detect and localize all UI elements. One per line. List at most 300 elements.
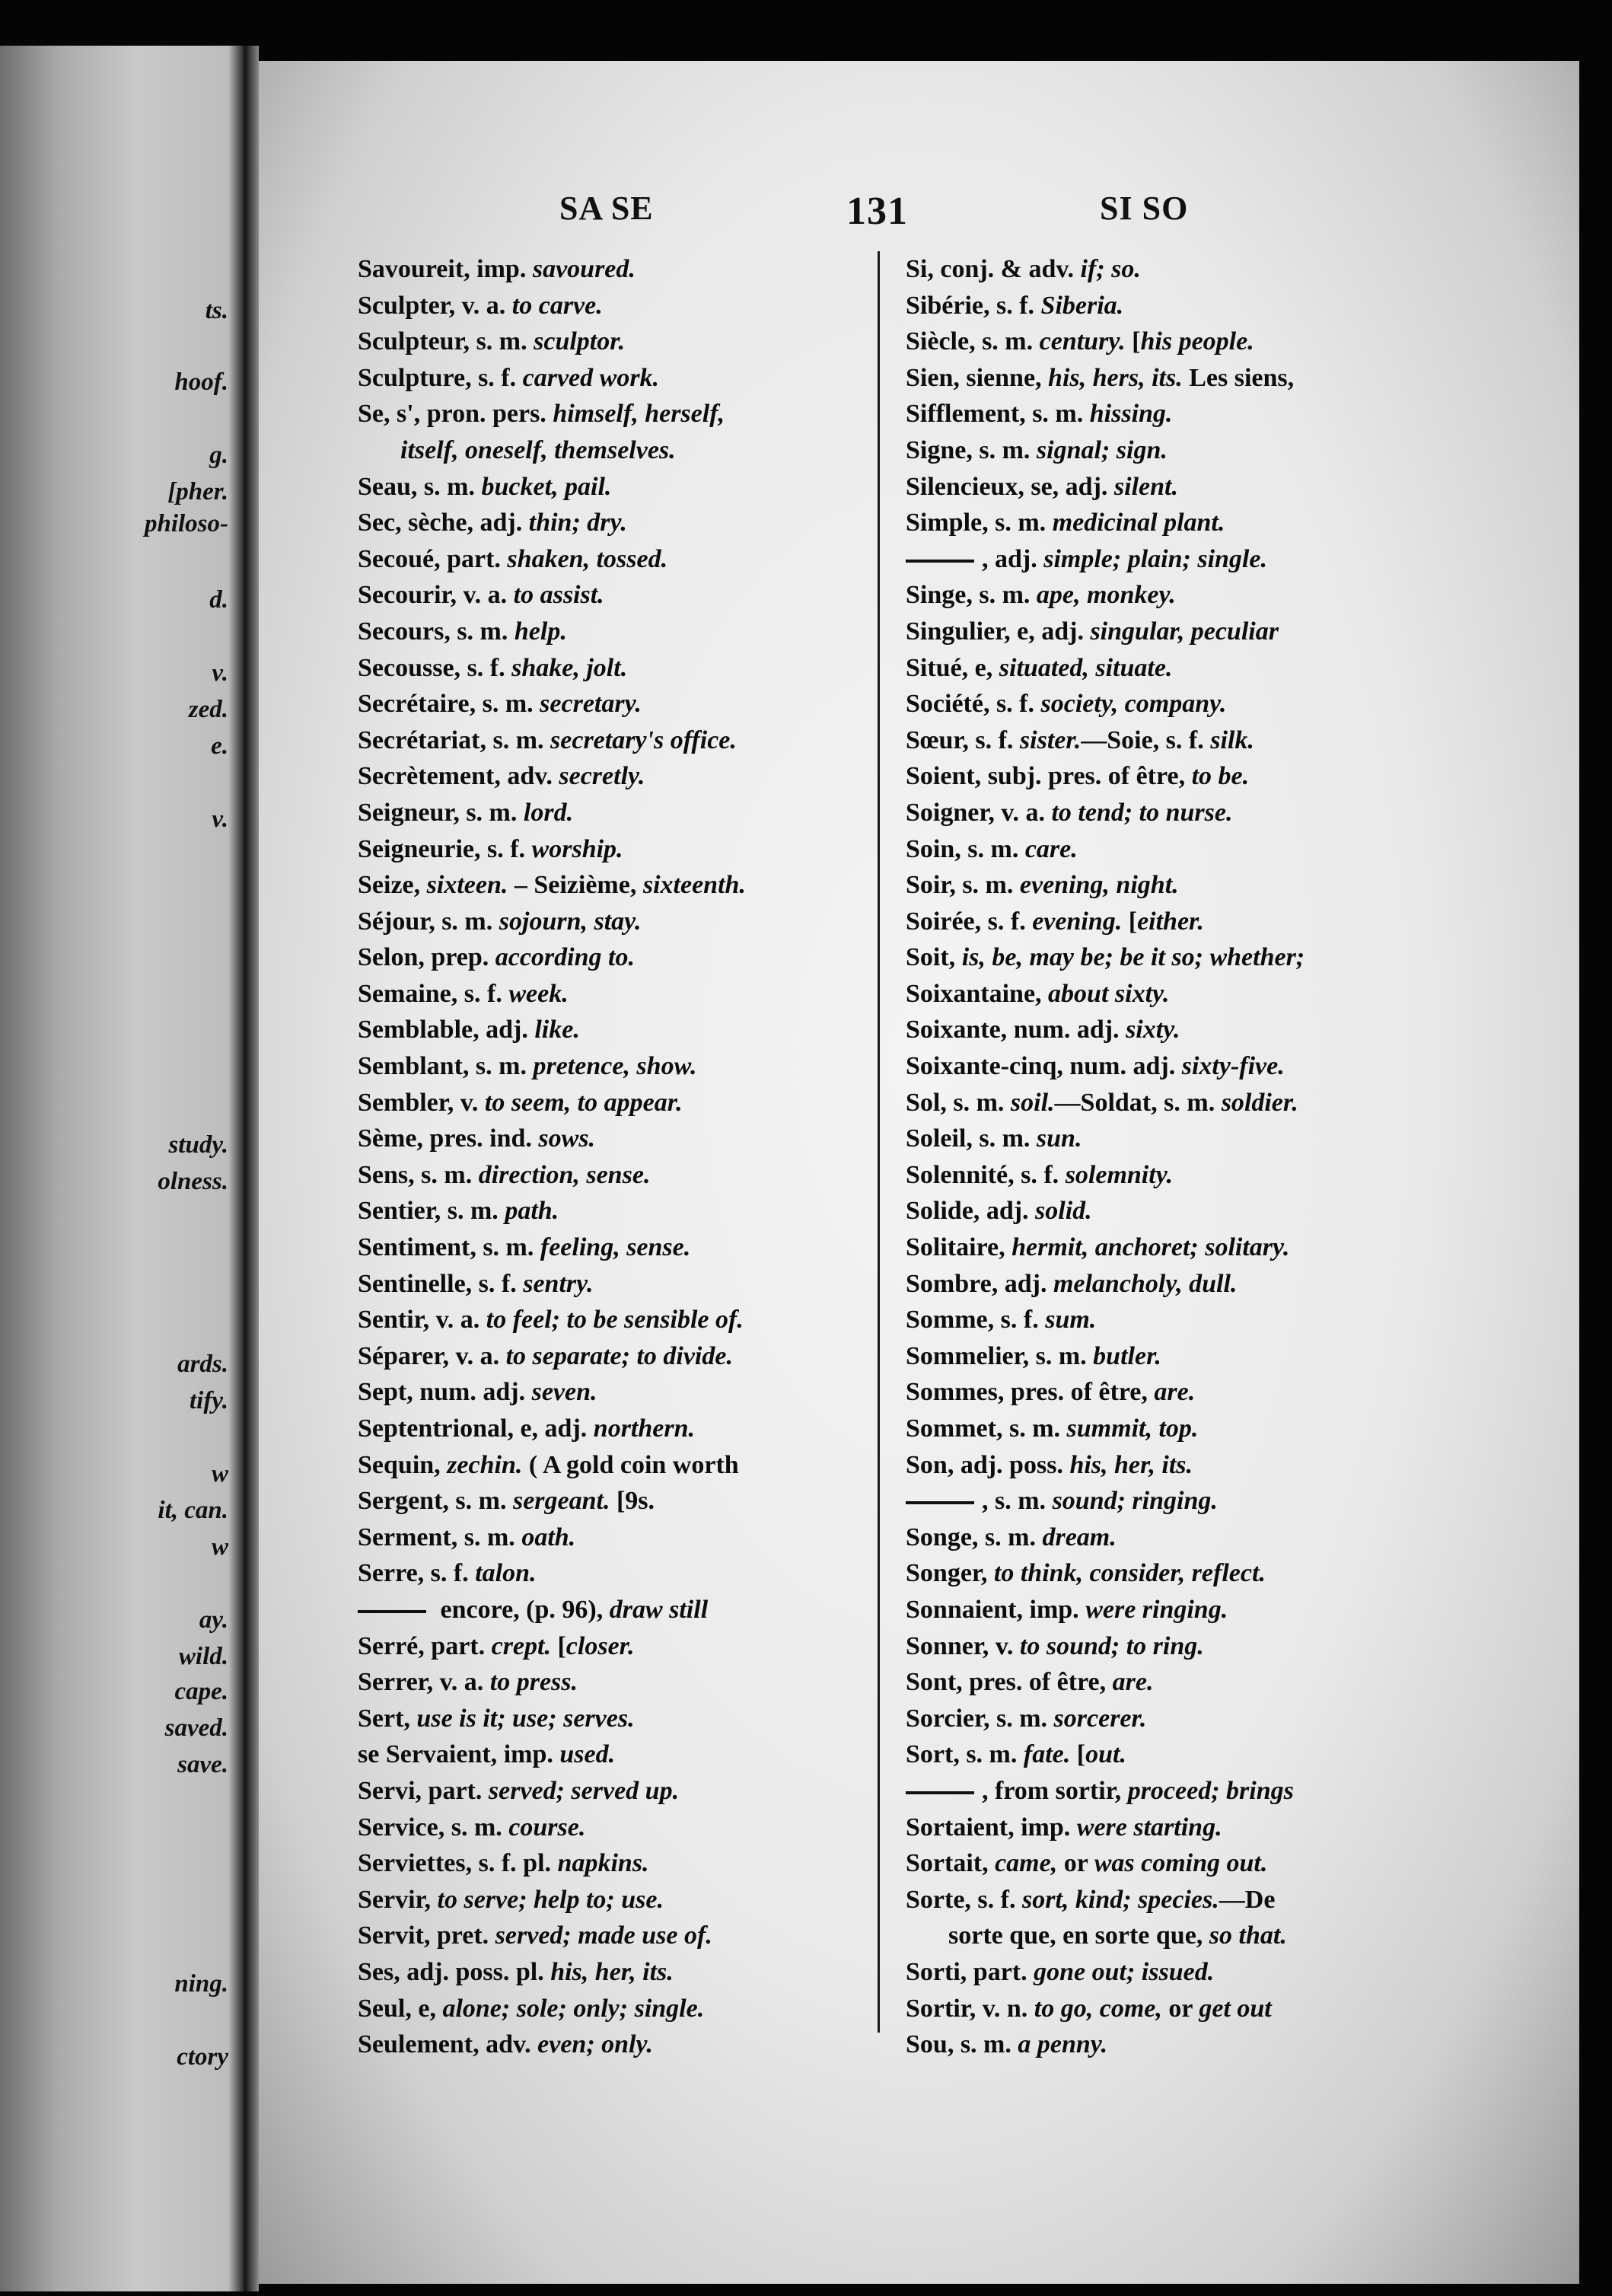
headword: Soixantaine, <box>906 979 1042 1008</box>
grammar-label: s. f. <box>460 653 512 682</box>
translation: hissing. <box>1089 400 1173 429</box>
dictionary-entry <box>358 1302 890 1338</box>
dictionary-entry <box>358 1411 890 1447</box>
headword: Semblant, <box>358 1052 470 1081</box>
grammar-label: , s. m. <box>982 1487 1053 1516</box>
grammar-label <box>1005 1233 1012 1261</box>
translation: gone out; issued. <box>1034 1957 1215 1986</box>
grammar-label: s. m. <box>444 1813 509 1842</box>
translation: to seem, to appear. <box>484 1088 683 1117</box>
dictionary-entry <box>358 1229 890 1266</box>
headword: Secourir, <box>358 581 457 610</box>
dictionary-entry <box>906 1302 1438 1338</box>
translation: situated, situate. <box>999 653 1173 682</box>
left-page-fragment: cape. <box>174 1679 228 1704</box>
dictionary-entry <box>358 541 890 578</box>
headword: Servi, <box>358 1776 422 1805</box>
grammar-label: —Soldat, s. m. <box>1054 1088 1222 1117</box>
grammar-label <box>992 654 999 682</box>
grammar-label: s. m. <box>459 798 524 827</box>
left-page-fragment: philoso- <box>144 512 228 537</box>
grammar-label: adj. <box>1034 617 1091 646</box>
left-page-fragment: hoof. <box>174 370 228 395</box>
translation: alone; sole; only; single. <box>442 1994 705 2023</box>
translation: lord. <box>523 798 574 827</box>
grammar-label: adj. <box>479 1016 535 1044</box>
translation: himself, herself, <box>553 400 725 429</box>
headword: Sommes, <box>906 1378 1005 1407</box>
translation: signal; sign. <box>1036 435 1168 464</box>
headword: Soixante-cinq, <box>906 1052 1063 1081</box>
left-page-fragment: ards. <box>177 1352 228 1377</box>
dictionary-entry <box>906 1483 1438 1520</box>
grammar-label <box>955 943 962 971</box>
headword: Solitaire, <box>906 1233 1005 1262</box>
headword: Signe, <box>906 435 973 464</box>
translation: a penny. <box>1018 2030 1108 2059</box>
translation: singular, peculiar <box>1090 617 1279 646</box>
dictionary-entry <box>906 976 1438 1012</box>
headword: Soirée, <box>906 907 982 936</box>
translation: were ringing. <box>1085 1595 1228 1624</box>
headword: Sommelier, <box>906 1341 1030 1370</box>
repeat-dash <box>906 1501 974 1504</box>
dictionary-entry <box>358 1954 890 1991</box>
translation: even; only. <box>537 2030 653 2059</box>
dictionary-entry <box>906 1338 1438 1375</box>
headword: Sculpture, <box>358 363 472 392</box>
headword: Sifflement, <box>906 400 1026 429</box>
headword: Soin, <box>906 834 961 863</box>
grammar-label: s. f. <box>1014 1160 1066 1189</box>
translation: get out <box>1199 1994 1272 2023</box>
grammar-label: – Seizième, <box>508 871 643 900</box>
headword: Sentiment, <box>358 1233 476 1262</box>
translation: evening. <box>1032 907 1123 936</box>
headword: Sont, <box>906 1668 963 1697</box>
dictionary-entry <box>906 1773 1438 1810</box>
headword: Sonnaient, <box>906 1595 1023 1624</box>
grammar-label <box>1042 364 1049 392</box>
headword: Seau, <box>358 472 418 501</box>
dictionary-entry <box>358 1773 890 1810</box>
headword: Séparer, <box>358 1341 449 1370</box>
translation: simple; plain; single. <box>1043 544 1267 573</box>
dictionary-entry <box>906 1845 1438 1882</box>
grammar-label: —Soie, s. f. <box>1081 725 1211 754</box>
headword: Sert, <box>358 1704 410 1733</box>
grammar-label <box>431 1886 438 1914</box>
headword: Sortir, <box>906 1994 976 2023</box>
headword: Solennité, <box>906 1160 1015 1189</box>
translation: solid. <box>1035 1197 1092 1226</box>
dictionary-entry <box>906 1012 1438 1048</box>
grammar-label: s. m. <box>457 1523 522 1551</box>
dictionary-entry <box>358 1628 890 1665</box>
grammar-label: v. a. <box>433 1668 490 1697</box>
headword: Silencieux, se, <box>906 472 1059 501</box>
translation: sixteenth. <box>642 871 746 900</box>
dictionary-entry <box>906 1085 1438 1121</box>
grammar-label: [ <box>1125 327 1141 356</box>
headword: Sol, <box>906 1088 947 1117</box>
dictionary-entry <box>358 831 890 868</box>
translation: solemnity. <box>1065 1160 1174 1189</box>
translation: crept. <box>491 1631 551 1660</box>
dictionary-entry <box>358 577 890 614</box>
translation: secretly. <box>559 762 645 791</box>
left-page-fragment: w <box>211 1462 228 1487</box>
headword: Songe, <box>906 1523 979 1551</box>
headword: Sortait, <box>906 1849 989 1878</box>
translation: are. <box>1112 1668 1154 1697</box>
dictionary-entry <box>906 1266 1438 1303</box>
translation: ape, monkey. <box>1036 581 1176 610</box>
grammar-label: , from sortir, <box>982 1776 1128 1805</box>
dictionary-entry <box>906 360 1438 397</box>
translation: to feel; to be sensible of. <box>486 1306 744 1335</box>
left-page-fragment: v. <box>212 661 228 686</box>
left-page-fragment: saved. <box>164 1716 228 1741</box>
dictionary-entry <box>906 1701 1438 1737</box>
headword: Service, <box>358 1813 445 1842</box>
translation: pretence, show. <box>533 1052 697 1081</box>
dictionary-entry <box>906 1954 1438 1991</box>
translation: fate. <box>1023 1740 1071 1769</box>
left-page-fragment: wild. <box>178 1644 228 1669</box>
left-page-fragment: w <box>211 1535 228 1560</box>
dictionary-entry <box>358 939 890 976</box>
dictionary-entry <box>358 1447 890 1484</box>
grammar-label: s. f. <box>989 690 1041 719</box>
translation: his, her, its. <box>550 1957 674 1986</box>
grammar-label: s. m. <box>470 327 534 356</box>
dictionary-entry <box>358 614 890 650</box>
grammar-label: imp. <box>1014 1813 1077 1842</box>
grammar-label: sorte que, en sorte que, <box>948 1921 1209 1950</box>
left-page-fragment: [pher. <box>167 480 228 505</box>
headword: Ses, <box>358 1957 400 1986</box>
translation: out. <box>1085 1740 1126 1769</box>
grammar-label: v. a. <box>457 581 514 610</box>
grammar-label: adj. <box>473 509 529 537</box>
dictionary-entry <box>906 396 1438 432</box>
translation: served; made use of. <box>495 1921 712 1950</box>
grammar-label: [ <box>1122 907 1138 936</box>
dictionary-entry <box>358 432 890 469</box>
grammar-label: —De <box>1219 1885 1276 1914</box>
headword: Sœur, <box>906 725 969 754</box>
headword: Son, <box>906 1450 954 1479</box>
translation: sound; ringing. <box>1052 1487 1218 1516</box>
grammar-label: imp. <box>470 255 533 283</box>
dictionary-entry <box>358 795 890 831</box>
dictionary-entry <box>906 722 1438 759</box>
grammar-label: s. m. <box>469 1052 534 1081</box>
translation: path. <box>505 1197 559 1226</box>
dictionary-entry <box>358 722 890 759</box>
translation: oath. <box>521 1523 576 1551</box>
translation: soldier. <box>1221 1088 1298 1117</box>
running-head-right: SI SO <box>1100 190 1189 227</box>
left-page-fragment: it, can. <box>158 1498 228 1523</box>
dictionary-entry <box>906 650 1438 687</box>
grammar-label: s. m. <box>486 725 551 754</box>
dictionary-entry <box>358 1085 890 1121</box>
dictionary-entry <box>906 758 1438 795</box>
left-page-fragment: zed. <box>188 697 228 722</box>
translation: sister. <box>1019 725 1082 754</box>
grammar-label <box>989 1849 996 1877</box>
dictionary-entry <box>358 360 890 397</box>
grammar-label: prep. <box>424 943 495 972</box>
grammar-label: subj. pres. of être, <box>981 762 1192 791</box>
dictionary-entry <box>358 1048 890 1085</box>
translation: like. <box>534 1016 580 1044</box>
dictionary-entry <box>906 251 1438 288</box>
grammar-label: s. m. <box>441 1197 505 1226</box>
grammar-label: s. f. <box>989 291 1041 320</box>
dictionary-entry <box>906 1592 1438 1628</box>
dictionary-entry <box>358 469 890 505</box>
headword: Sculpter, <box>358 291 456 320</box>
headword: Siècle, <box>906 327 976 356</box>
translation: were starting. <box>1076 1813 1222 1842</box>
dictionary-entry <box>358 1701 890 1737</box>
headword: Septentrional, e, <box>358 1414 539 1443</box>
dictionary-entry <box>906 1555 1438 1592</box>
right-column <box>906 251 1438 2063</box>
grammar-label: s. f. <box>471 363 523 392</box>
translation: bucket, pail. <box>481 472 612 501</box>
headword: Seigneurie, <box>358 834 481 863</box>
left-column <box>358 251 890 2063</box>
translation: zechin. <box>447 1450 523 1479</box>
translation: sorcerer. <box>1053 1704 1147 1733</box>
translation: sixty. <box>1126 1016 1180 1044</box>
headword: Serrer, <box>358 1668 434 1697</box>
grammar-label: part. <box>422 1776 489 1805</box>
dictionary-entry <box>358 686 890 722</box>
grammar-label: adv. <box>500 762 559 791</box>
dictionary-entry <box>358 2027 890 2063</box>
grammar-label: s. f. <box>994 1306 1046 1335</box>
dictionary-entry <box>906 1882 1438 1918</box>
dictionary-entry <box>906 1810 1438 1846</box>
grammar-label: adj. poss. pl. <box>400 1957 551 1986</box>
translation: care. <box>1024 834 1078 863</box>
translation: sixteen. <box>426 871 508 900</box>
dictionary-entry <box>906 1918 1438 1954</box>
headword: Sorcier, <box>906 1704 990 1733</box>
grammar-label: [9s. <box>610 1487 655 1516</box>
dictionary-entry <box>906 1374 1438 1411</box>
headword: Serment, <box>358 1523 458 1551</box>
repeat-dash <box>358 1610 426 1613</box>
translation: savoured. <box>532 255 636 283</box>
translation: sentry. <box>523 1269 594 1298</box>
headword: Sergent, <box>358 1487 449 1516</box>
grammar-label: s. f. <box>424 1559 476 1588</box>
headword: Sorte, <box>906 1885 971 1914</box>
translation: silk. <box>1210 725 1254 754</box>
headword: Serre, <box>358 1559 425 1588</box>
grammar-label <box>987 1559 994 1587</box>
grammar-label: s. f. <box>981 907 1033 936</box>
headword: Sortaient, <box>906 1813 1015 1842</box>
left-page-fragment: e. <box>211 734 228 759</box>
grammar-label: v. <box>454 1088 485 1117</box>
left-page-fragment: ay. <box>199 1608 228 1633</box>
dictionary-entry <box>906 469 1438 505</box>
translation: sojourn, stay. <box>499 907 642 936</box>
grammar-label: num. adj. <box>1062 1052 1182 1081</box>
headword: se Servaient, <box>358 1740 498 1769</box>
headword: Sequin, <box>358 1450 441 1479</box>
grammar-label: s. m. <box>1025 400 1090 429</box>
translation: secretary. <box>540 690 642 719</box>
page-number: 131 <box>846 190 908 233</box>
translation: butler. <box>1093 1341 1161 1370</box>
grammar-label <box>420 871 427 899</box>
headword: Seize, <box>358 871 421 900</box>
headword: Société, <box>906 690 990 719</box>
translation: evening, night. <box>1019 871 1179 900</box>
grammar-label: adj. poss. <box>954 1450 1070 1479</box>
grammar-label: , adj. <box>982 544 1044 573</box>
grammar-label: or <box>1057 1849 1094 1878</box>
headword: Singe, <box>906 581 973 610</box>
translation: sergeant. <box>512 1487 610 1516</box>
grammar-label: s. m. <box>975 327 1040 356</box>
grammar-label: s. m. <box>955 871 1020 900</box>
grammar-label: [ <box>550 1631 566 1660</box>
headword: Singulier, e, <box>906 617 1035 646</box>
left-page-fragment: olness. <box>158 1169 228 1194</box>
dictionary-entry <box>906 1411 1438 1447</box>
grammar-label: s. f. <box>480 834 532 863</box>
grammar-label: adj. <box>998 1269 1053 1298</box>
translation: to be. <box>1191 762 1250 791</box>
headword: Sept, <box>358 1378 413 1407</box>
grammar-label: s. m. <box>417 472 482 501</box>
left-page-fragment: ning. <box>174 1972 228 1997</box>
grammar-label: part. <box>424 1631 492 1660</box>
dictionary-entry <box>358 1374 890 1411</box>
left-page-fragment: ts. <box>205 298 228 324</box>
translation: draw still <box>609 1595 709 1624</box>
dictionary-entry <box>358 650 890 687</box>
translation: summit, top. <box>1066 1414 1199 1443</box>
translation: seven. <box>531 1378 597 1407</box>
headword: Seulement, <box>358 2030 479 2059</box>
dictionary-entry <box>358 1555 890 1592</box>
translation: to think, consider, reflect. <box>993 1559 1266 1588</box>
headword: Sou, <box>906 2030 954 2059</box>
dictionary-entry <box>358 1736 890 1773</box>
headword: Sembler, <box>358 1088 454 1117</box>
headword: Secrétaire, <box>358 690 476 719</box>
translation: to sound; to ring. <box>1019 1631 1204 1660</box>
grammar-label: s. f. pl. <box>472 1849 558 1878</box>
grammar-label: or <box>1161 1994 1199 2023</box>
grammar-label: pres. of être, <box>962 1668 1113 1697</box>
grammar-label: pron. pers. <box>420 400 553 429</box>
headword: Sombre, <box>906 1269 999 1298</box>
translation: hermit, anchoret; solitary. <box>1011 1233 1290 1262</box>
grammar-label: v. a. <box>455 291 512 320</box>
headword: Sème, <box>358 1124 423 1153</box>
dictionary-entry <box>906 1229 1438 1266</box>
left-page-fragment: study. <box>168 1133 228 1158</box>
dictionary-entry <box>358 396 890 432</box>
grammar-label: conj. & adv. <box>933 255 1081 283</box>
grammar-label: s. m. <box>972 581 1037 610</box>
translation: carved work. <box>522 363 660 392</box>
translation: proceed; brings <box>1127 1776 1294 1805</box>
dictionary-entry <box>358 505 890 541</box>
grammar-label: encore, (p. 96), <box>434 1595 610 1624</box>
dictionary-entry <box>358 1664 890 1701</box>
translation: closer. <box>565 1631 635 1660</box>
dictionary-entry <box>358 1991 890 2027</box>
translation: is, be, may be; be it so; whether; <box>961 943 1305 972</box>
dictionary-entry <box>906 831 1438 868</box>
dictionary-entry <box>358 1338 890 1375</box>
dictionary-entry <box>906 1193 1438 1229</box>
headword: Songer, <box>906 1559 988 1588</box>
grammar-label: imp. <box>1023 1595 1086 1624</box>
grammar-label: pres. of être, <box>1004 1378 1155 1407</box>
grammar-label: pres. ind. <box>422 1124 539 1153</box>
dictionary-entry <box>358 1918 890 1954</box>
headword: Serré, <box>358 1631 425 1660</box>
translation: his, hers, its. <box>1048 363 1183 392</box>
grammar-label: num. adj. <box>1007 1016 1126 1044</box>
translation: to press. <box>489 1668 578 1697</box>
dictionary-entry <box>358 1012 890 1048</box>
grammar-label: s. m. <box>959 1740 1024 1769</box>
translation: melancholy, dull. <box>1053 1269 1238 1298</box>
dictionary-entry <box>358 867 890 904</box>
dictionary-entry <box>906 1520 1438 1556</box>
grammar-label <box>1042 980 1049 1008</box>
left-page-fragment: v. <box>212 807 228 832</box>
grammar-label: pret. <box>430 1921 495 1950</box>
headword: Savoureit, <box>358 255 470 283</box>
translation: society, company. <box>1040 690 1227 719</box>
dictionary-entry <box>906 2027 1438 2063</box>
dictionary-entry <box>906 1048 1438 1085</box>
dictionary-entry <box>358 1592 890 1628</box>
dictionary-entry <box>906 1628 1438 1665</box>
grammar-label: v. a. <box>429 1306 486 1335</box>
translation: shaken, tossed. <box>507 544 668 573</box>
translation: sixty-five. <box>1181 1052 1285 1081</box>
translation: direction, sense. <box>478 1160 651 1189</box>
translation: silent. <box>1113 472 1178 501</box>
grammar-label: [ <box>1070 1740 1086 1769</box>
headword: Serviettes, <box>358 1849 473 1878</box>
dictionary-entry <box>906 1447 1438 1484</box>
grammar-label: s. f. <box>472 1269 524 1298</box>
grammar-label: adj. <box>1059 472 1114 501</box>
translation: to assist. <box>513 581 604 610</box>
translation: worship. <box>531 834 623 863</box>
headword: Secoué, <box>358 544 441 573</box>
translation: his, her, its. <box>1069 1450 1193 1479</box>
headword: Soit, <box>906 943 956 972</box>
